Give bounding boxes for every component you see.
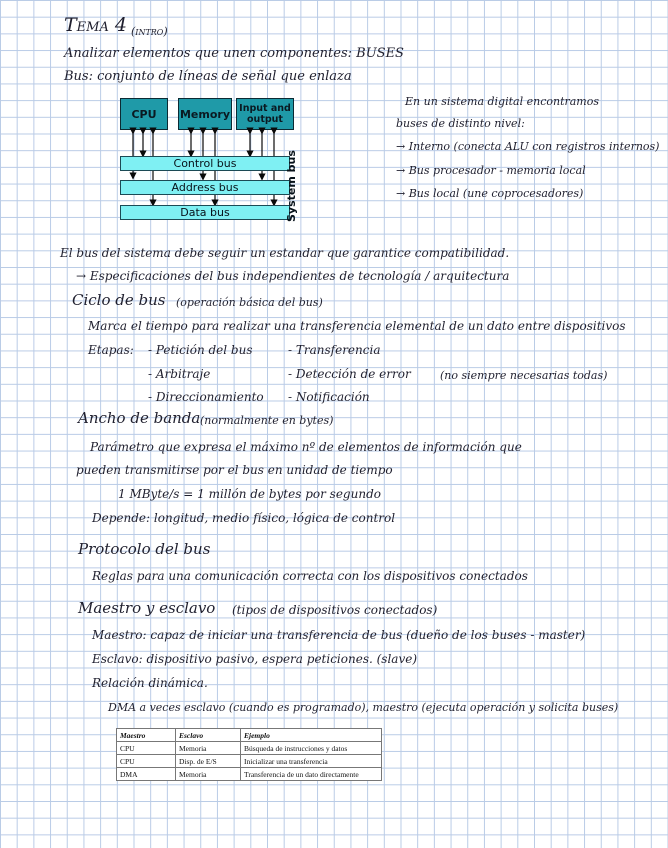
side-note-item-2: → Bus procesador - memoria local — [396, 164, 586, 177]
ancho-depende: Depende: longitud, medio físico, lógica de control — [92, 511, 396, 525]
data-bus: Data bus — [120, 205, 290, 220]
table-cell: Memoria — [176, 768, 241, 781]
table-cell: CPU — [117, 755, 176, 768]
table-cell: CPU — [117, 742, 176, 755]
address-bus: Address bus — [120, 180, 290, 195]
memory-block: Memory — [178, 98, 232, 130]
table-row — [117, 742, 382, 755]
protocolo-line-1: Reglas para una comunicación correcta con los dispositivos conectados — [92, 569, 528, 583]
maestro-esclavo-table — [116, 728, 382, 781]
ancho-line-2: pueden transmitirse por el bus en unidad de tiempo — [76, 463, 393, 477]
maestro-line-2: Esclavo: dispositivo pasivo, espera peticiones. (slave) — [92, 652, 418, 666]
etapa-transferencia: - Transferencia — [288, 343, 381, 357]
table-row — [117, 768, 382, 781]
etapa-notificacion: - Notificación — [288, 390, 370, 404]
control-bus: Control bus — [120, 156, 290, 171]
cpu-block: CPU — [120, 98, 168, 130]
table-cell: Disp. de E/S — [176, 755, 241, 768]
ancho-formula: 1 MByte/s = 1 millón de bytes por segundo — [118, 487, 381, 501]
table-cell: Memoria — [176, 742, 241, 755]
etapas-note: (no siempre necesarias todas) — [440, 369, 608, 382]
side-note-item-3: → Bus local (une coprocesadores) — [396, 187, 584, 200]
arrow-icon: → — [396, 140, 409, 153]
ancho-line-1: Parámetro que expresa el máximo nº de elementos de información que — [90, 440, 522, 454]
table-header-maestro: Maestro — [117, 729, 176, 742]
ancho-note: (normalmente en bytes) — [200, 414, 334, 427]
arrow-icon: → — [396, 164, 409, 177]
arrow-icon: → — [76, 269, 90, 283]
ciclo-desc: Marca el tiempo para realizar una transferencia elemental de un dato entre dispositivos — [88, 319, 626, 333]
standard-line-2: → Especificaciones del bus independientes de tecnología / arquitectura — [76, 269, 510, 283]
intro-line-2: Bus: conjunto de líneas de señal que enlaza — [64, 69, 352, 84]
table-header-row — [117, 729, 382, 742]
table-cell: Inicializar una transferencia — [241, 755, 382, 768]
maestro-heading: Maestro y esclavo — [78, 599, 216, 617]
maestro-line-3: Relación dinámica. — [92, 676, 208, 690]
table-cell: DMA — [117, 768, 176, 781]
system-bus-label: System bus — [285, 150, 298, 222]
bus-diagram — [112, 94, 307, 224]
table-row — [117, 755, 382, 768]
maestro-line-1: Maestro: capaz de iniciar una transferencia de bus (dueño de los buses - master) — [92, 628, 586, 642]
side-note-item-1: → Interno (conecta ALU con registros internos) — [396, 140, 660, 153]
side-note-line-2: buses de distinto nivel: — [396, 117, 525, 130]
maestro-note: (tipos de dispositivos conectados) — [232, 603, 438, 617]
ciclo-note: (operación básica del bus) — [176, 296, 323, 309]
side-note-line-1: En un sistema digital encontramos — [405, 95, 600, 108]
protocolo-heading: Protocolo del bus — [78, 540, 211, 558]
page-subtitle: (intro) — [131, 25, 168, 38]
etapas-label: Etapas: — [88, 343, 134, 357]
ciclo-heading: Ciclo de bus — [72, 291, 166, 309]
etapa-arbitraje: - Arbitraje — [148, 367, 211, 381]
maestro-line-4: DMA a veces esclavo (cuando es programado), maestro (ejecuta operación y solicita buses) — [108, 701, 619, 714]
page-title: Tema 4 — [64, 14, 127, 36]
ancho-heading: Ancho de banda — [78, 409, 201, 427]
table-cell: Búsqueda de instrucciones y datos — [241, 742, 382, 755]
intro-line-1: Analizar elementos que unen componentes: BUSES — [64, 46, 404, 61]
table-header-esclavo: Esclavo — [176, 729, 241, 742]
table-cell: Transferencia de un dato directamente — [241, 768, 382, 781]
etapa-direccionamiento: - Direccionamiento — [148, 390, 264, 404]
standard-line-1: El bus del sistema debe seguir un estandar que garantice compatibilidad. — [60, 246, 510, 260]
arrow-icon: → — [396, 187, 409, 200]
table-header-ejemplo: Ejemplo — [241, 729, 382, 742]
etapa-peticion: - Petición del bus — [148, 343, 253, 357]
etapa-deteccion: - Detección de error — [288, 367, 411, 381]
io-block: Input and output — [236, 98, 294, 130]
